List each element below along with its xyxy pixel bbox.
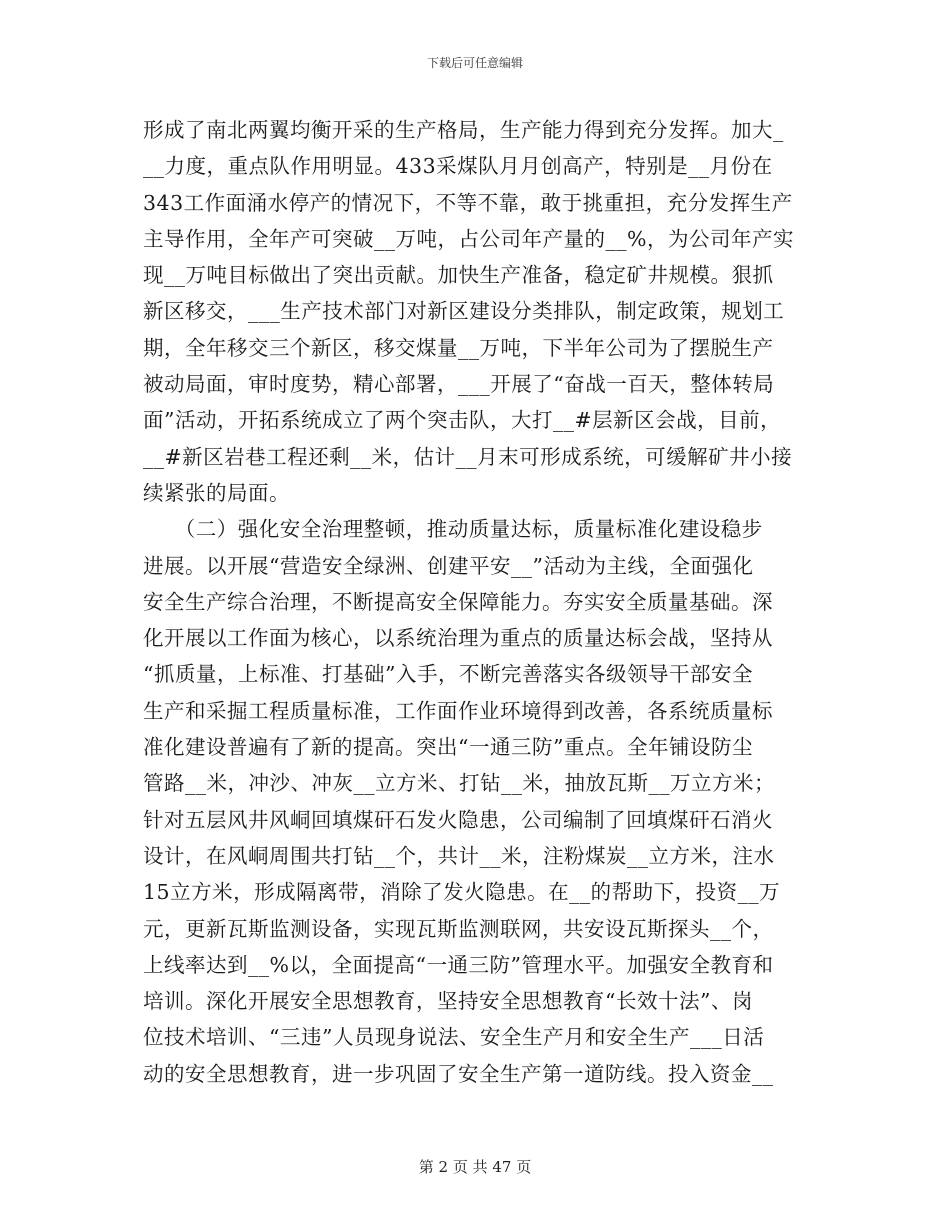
text-line: 安全生产综合治理，不断提高安全保障能力。夯实安全质量基础。深 (143, 589, 773, 614)
text-line: 培训。深化开展安全思想教育，坚持安全思想教育“长效十法”、岗 (143, 989, 753, 1014)
text-line: 元，更新瓦斯监测设备，实现瓦斯监测联网，共安设瓦斯探头__个， (143, 916, 774, 941)
text-line: 现__万吨目标做出了突出贡献。加快生产准备，稳定矿井规模。狠抓 (143, 263, 774, 288)
text-line: “抓质量，上标准、打基础”入手，不断完善落实各级领导干部安全 (143, 662, 753, 687)
text-line: 15立方米，形成隔离带，消除了发火隐患。在__的帮助下，投资__万 (143, 880, 781, 905)
page-footer: 第 2 页 共 47 页 (418, 1158, 532, 1176)
text-line: 被动局面，审时度势，精心部署，___开展了“奋战一百天，整体转局 (143, 372, 775, 397)
text-line: 针对五层风井风峒回填煤矸石发火隐患，公司编制了回填煤矸石消火 (143, 807, 773, 832)
text-line: 动的安全思想教育，进一步巩固了安全生产第一道防线。投入资金__ (143, 1061, 774, 1086)
text-line: 生产和采掘工程质量标准，工作面作业环境得到改善，各系统质量标 (143, 698, 773, 723)
text-line: 主导作用，全年产可突破__万吨，占公司年产量的__%，为公司年产实 (143, 226, 794, 251)
text-line: 形成了南北两翼均衡开采的生产格局，生产能力得到充分发挥。加大_ (143, 118, 784, 142)
text-line: 进展。以开展“营造安全绿洲、创建平安__”活动为主线，全面强化 (143, 553, 754, 578)
text-line: 准化建设普遍有了新的提高。突出“一通三防”重点。全年铺设防尘 (143, 735, 753, 760)
body-text (143, 112, 803, 1092)
text-line: 期，全年移交三个新区，移交煤量__万吨，下半年公司为了摆脱生产 (143, 335, 774, 360)
text-line: 管路__米，冲沙、冲灰__立方米、打钻__米，抽放瓦斯__万立方米； (143, 771, 775, 796)
text-line: 化开展以工作面为核心，以系统治理为重点的质量达标会战，坚持从 (143, 626, 773, 651)
text-line: 设计，在风峒周围共打钻__个，共计__米，注粉煤炭__立方米，注水 (143, 843, 775, 868)
text-line: 343工作面涌水停产的情况下，不等不靠，敢于挑重担，充分发挥生产 (143, 190, 793, 215)
text-line: 上线率达到__%以，全面提高“一通三防”管理水平。加强安全教育和 (143, 952, 774, 977)
text-line: 新区移交，___生产技术部门对新区建设分类排队，制定政策，规划工 (143, 299, 785, 324)
text-line: __#新区岩巷工程还剩__米，估计__月末可形成系统，可缓解矿井小接 (143, 444, 793, 469)
text-line: 位技术培训、“三违”人员现身说法、安全生产月和安全生产___日活 (143, 1025, 765, 1050)
page-header: 下载后可任意编辑 (426, 56, 523, 70)
text-line: （二）强化安全治理整顿，推动质量达标，质量标准化建设稳步 (143, 517, 763, 542)
text-line: 续紧张的局面。 (143, 480, 290, 505)
text-line: __力度，重点队作用明显。433采煤队月月创高产，特别是__月份在 (143, 154, 773, 179)
text-line: 面”活动，开拓系统成立了两个突击队，大打__#层新区会战，目前， (143, 408, 782, 433)
